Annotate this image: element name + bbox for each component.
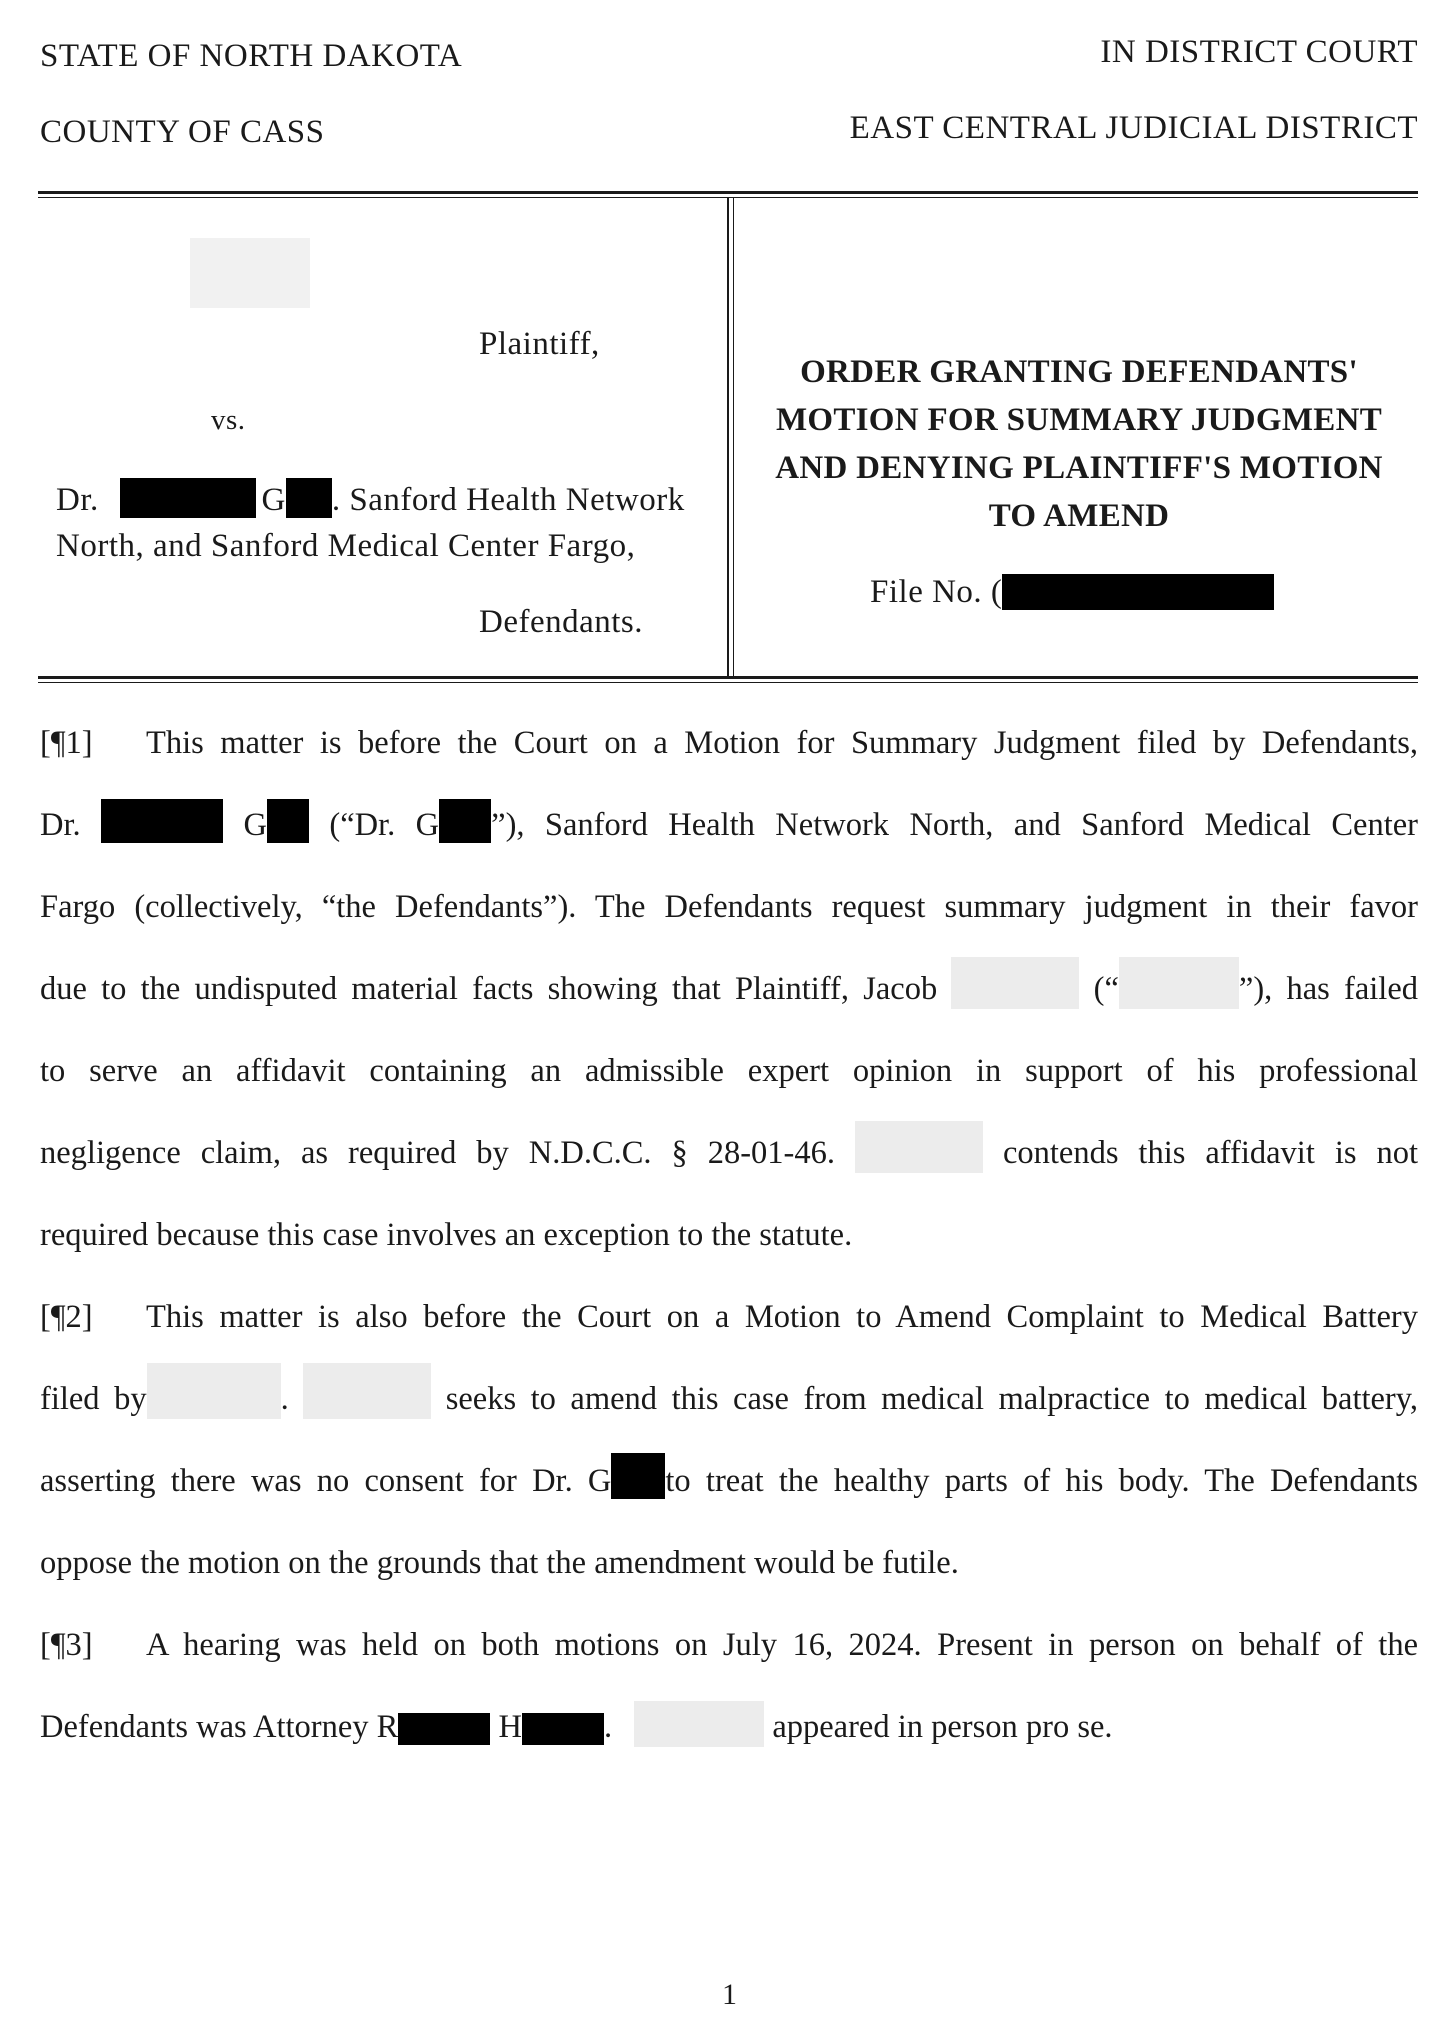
caption-divider-thin: [733, 198, 734, 676]
paragraph-3: [¶3] A hearing was held on both motions on July 16, 2024. Present in person on behalf of the Defendants was Attorney R H . appeared in person pro se.: [40, 1604, 1418, 1768]
defendants-label: Defendants.: [479, 604, 644, 640]
redaction-blur: [303, 1363, 431, 1419]
defendants-line-2: North, and Sanford Medical Center Fargo,: [56, 528, 636, 564]
county-label: COUNTY OF CASS: [40, 114, 325, 150]
paragraph-number: [¶1]: [40, 725, 93, 761]
redaction-bar: [286, 478, 332, 518]
paragraph-number: [¶2]: [40, 1299, 93, 1335]
redaction-blur: [951, 957, 1079, 1009]
versus-label: vs.: [211, 404, 246, 436]
redaction-bar: [120, 478, 256, 518]
plaintiff-name-redaction: [190, 238, 310, 308]
plaintiff-label: Plaintiff,: [479, 326, 600, 362]
redaction-blur: [634, 1701, 764, 1747]
order-title: ORDER GRANTING DEFENDANTS' MOTION FOR SUMMARY JUDGMENT AND DENYING PLAINTIFF'S MOTION TO AMEND: [775, 354, 1383, 534]
redaction-bar: [101, 799, 223, 843]
redaction-blur: [855, 1121, 983, 1173]
redaction-bar: [611, 1453, 665, 1499]
caption-divider: [727, 198, 729, 676]
paragraph-2: [¶2] This matter is also before the Court on a Motion to Amend Complaint to Medical Battery filed by . seeks to amend this case from medical malpractice to medical battery, asserting there was no consent for Dr. G to treat the healthy parts of his body. The Defendants oppose the motion on the grounds that the amendment would be futile.: [40, 1276, 1418, 1604]
caption-bottom-rule-thin: [38, 682, 1418, 683]
redaction-bar: [267, 799, 309, 843]
redaction-blur: [1119, 957, 1239, 1009]
defendants-line-1: Dr. G . Sanford Health Network: [56, 478, 685, 519]
redaction-bar: [398, 1713, 490, 1745]
state-label: STATE OF NORTH DAKOTA: [40, 38, 463, 74]
file-number: File No. (: [870, 574, 1274, 611]
page-number: 1: [722, 1978, 737, 2011]
court-label: IN DISTRICT COURT: [1100, 34, 1418, 70]
redaction-bar: [522, 1713, 604, 1745]
redaction-blur: [147, 1363, 281, 1419]
caption-top-rule: [38, 191, 1418, 194]
paragraph-1: [¶1] This matter is before the Court on a Motion for Summary Judgment filed by Defendants, Dr. G (“Dr. G ”), Sanford Health Network North, and Sanford Medical Center Fargo (collectively, “the Defendants”). The Defendants request summary judgment in their favor due to the undisputed material facts showing that Plaintiff, Jacob (“ ”), has failed to serve an affidavit containing an admissible expert opinion in support of his professional negligence claim, as required by N.D.C.C. § 28-01-46. contends this affidavit is not required because this case involves an exception to the statute.: [40, 702, 1418, 1276]
redaction-bar: [439, 799, 491, 843]
district-label: EAST CENTRAL JUDICIAL DISTRICT: [849, 110, 1418, 146]
paragraph-number: [¶3]: [40, 1627, 93, 1663]
redaction-bar: [1002, 574, 1274, 610]
caption-bottom-rule: [38, 676, 1418, 679]
